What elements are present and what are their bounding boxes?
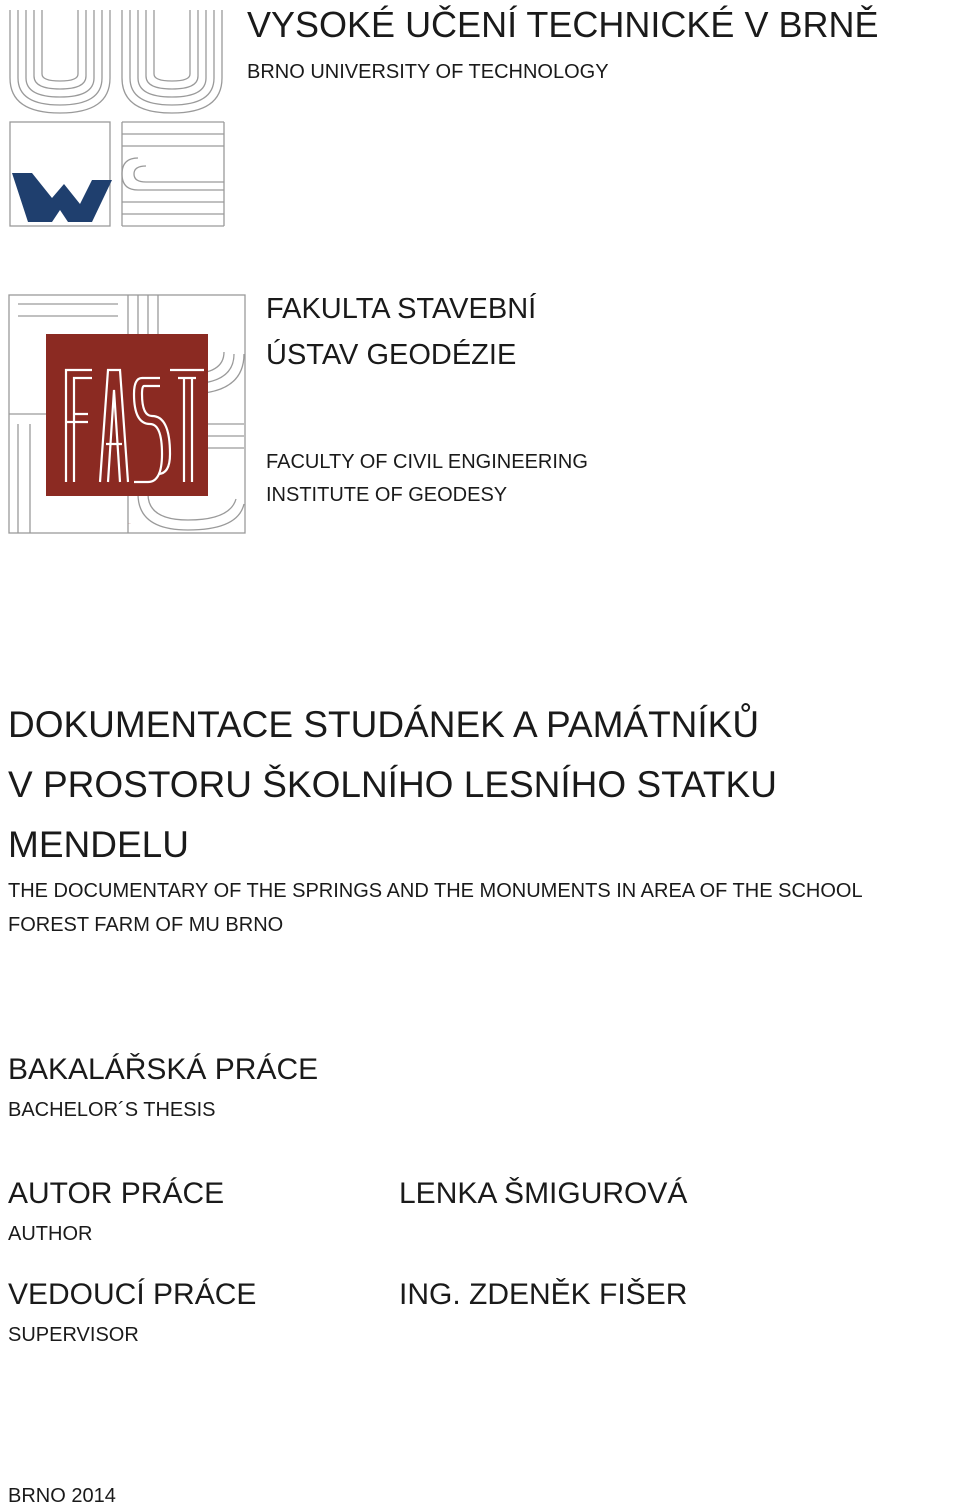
faculty-name-cz: FAKULTA STAVEBNÍ bbox=[266, 293, 537, 325]
author-name: LENKA ŠMIGUROVÁ bbox=[399, 1177, 688, 1210]
fast-logo-text: FAST bbox=[128, 524, 131, 525]
thesis-title-cz-line-3: MENDELU bbox=[8, 824, 189, 865]
thesis-type-en: BACHELOR´S THESIS bbox=[8, 1099, 216, 1121]
thesis-type-cz: BAKALÁŘSKÁ PRÁCE bbox=[8, 1053, 319, 1086]
supervisor-name: ING. ZDENĚK FIŠER bbox=[399, 1278, 688, 1311]
vut-logo bbox=[8, 8, 228, 228]
institute-name-en: INSTITUTE OF GEODESY bbox=[266, 484, 508, 506]
fast-logo bbox=[8, 294, 248, 536]
author-label-en: AUTHOR bbox=[8, 1223, 93, 1245]
supervisor-label-en: SUPERVISOR bbox=[8, 1324, 139, 1346]
thesis-title-en-line-1: THE DOCUMENTARY OF THE SPRINGS AND THE MONUMENTS IN AREA OF THE SCHOOL bbox=[8, 880, 863, 902]
supervisor-label-cz: VEDOUCÍ PRÁCE bbox=[8, 1278, 257, 1311]
faculty-name-en: FACULTY OF CIVIL ENGINEERING bbox=[266, 451, 588, 473]
university-name-cz: VYSOKÉ UČENÍ TECHNICKÉ V BRNĚ bbox=[247, 4, 879, 45]
city-year: BRNO 2014 bbox=[8, 1485, 116, 1507]
institute-name-cz: ÚSTAV GEODÉZIE bbox=[266, 339, 517, 371]
thesis-title-en-line-2: FOREST FARM OF MU BRNO bbox=[8, 914, 284, 936]
university-name-en: BRNO UNIVERSITY OF TECHNOLOGY bbox=[247, 61, 609, 83]
thesis-title-cz-line-1: DOKUMENTACE STUDÁNEK A PAMÁTNÍKŮ bbox=[8, 704, 760, 745]
author-label-cz: AUTOR PRÁCE bbox=[8, 1177, 225, 1210]
thesis-title-cz-line-2: V PROSTORU ŠKOLNÍHO LESNÍHO STATKU bbox=[8, 764, 777, 805]
